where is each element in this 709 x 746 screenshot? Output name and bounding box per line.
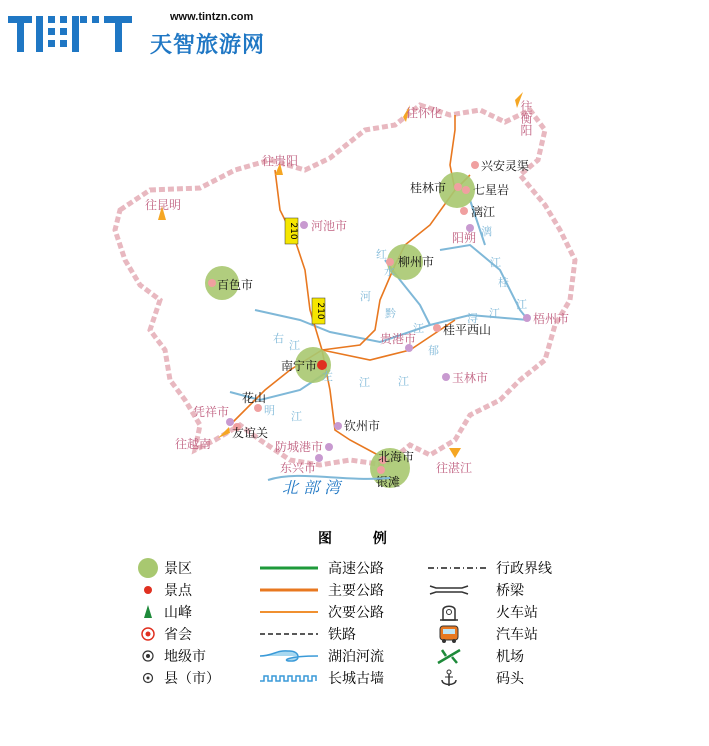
river-char-13: 漓	[481, 225, 492, 238]
map-legend	[130, 556, 600, 706]
sight-youyiguan: 友谊关	[232, 426, 269, 440]
river-char-0: 红	[376, 248, 387, 261]
legend-bridge	[426, 580, 524, 600]
peak-icon	[130, 602, 194, 622]
lake-river-icon	[258, 646, 322, 666]
city-guilin: 桂林市	[410, 181, 447, 195]
city-yulin: 玉林市	[452, 371, 489, 385]
legend-label: 地级市	[164, 649, 206, 665]
legend-secondary-road	[258, 602, 384, 622]
river-char-11: 右	[273, 332, 284, 345]
county-city-icon	[130, 668, 194, 688]
legend-label: 机场	[496, 649, 524, 665]
legend-title: 图 例	[318, 531, 405, 547]
sea-label	[268, 476, 390, 497]
dir-guiyang: 往贵阳	[262, 154, 299, 168]
legend-expressway	[258, 558, 384, 578]
railway-icon	[258, 624, 322, 644]
river-char-6: 江	[398, 375, 409, 388]
legend-label: 汽车站	[496, 627, 538, 643]
site-name[interactable]: 天智旅游网	[150, 33, 266, 58]
scenic-spot-icon	[130, 580, 194, 600]
legend-county	[130, 668, 220, 688]
legend-label: 码头	[496, 671, 524, 687]
river-char-10: 江	[359, 376, 370, 389]
legend-railway	[258, 624, 356, 644]
river-char-5: 郁	[428, 344, 439, 357]
river-char-2: 河	[360, 290, 371, 303]
river-char-1: 水	[384, 265, 395, 278]
legend-airport	[426, 646, 524, 666]
legend-scenic-area	[130, 558, 192, 578]
city-pingxiang: 凭祥市	[193, 405, 230, 419]
capital-icon	[130, 624, 194, 644]
dir-vietnam: 往越南	[175, 437, 212, 451]
city-guigang: 贵港市	[380, 332, 417, 346]
legend-label: 火车站	[496, 605, 538, 621]
legend-lake-river	[258, 646, 384, 666]
sight-lijiang: 漓江	[471, 205, 496, 219]
site-url[interactable]: www.tintzn.com	[170, 11, 254, 23]
route-shield-upper	[285, 218, 298, 244]
river-char-14: 江	[490, 256, 501, 269]
scenic-area-icon	[130, 558, 194, 578]
train-station-icon	[426, 602, 490, 622]
admin-boundary-icon	[426, 558, 490, 578]
sight-guiping-xishan: 桂平西山	[443, 323, 492, 337]
river-char-9: 左	[322, 370, 333, 383]
river-char-4: 江	[413, 322, 424, 335]
river-char-3: 黔	[385, 307, 396, 320]
legend-label: 景区	[164, 561, 192, 577]
airport-icon	[426, 646, 490, 666]
legend-capital	[130, 624, 192, 644]
legend-label: 县（市）	[164, 671, 220, 687]
river-char-15: 桂	[498, 276, 509, 289]
city-beihai: 北海市	[378, 450, 415, 464]
prefecture-city-icon	[130, 646, 194, 666]
river-char-16: 江	[516, 298, 527, 311]
river-char-8: 江	[291, 410, 302, 423]
main-road-icon	[258, 580, 322, 600]
legend-label: 主要公路	[328, 583, 384, 599]
bridge-icon	[426, 580, 490, 600]
great-wall-icon	[258, 668, 322, 688]
city-liuzhou: 柳州市	[398, 255, 435, 269]
river-char-17: 浔	[467, 312, 478, 325]
legend-admin-boundary	[426, 558, 552, 578]
site-header	[0, 0, 709, 70]
legend-label: 桥梁	[496, 583, 524, 599]
sight-xingan-lingqu: 兴安灵渠	[481, 159, 530, 173]
map-canvas	[0, 70, 709, 530]
expressway-icon	[258, 558, 322, 578]
sight-huashan: 花山	[242, 391, 267, 405]
city-hechi: 河池市	[311, 219, 348, 233]
sight-yintan: 银滩	[376, 475, 401, 489]
legend-label: 次要公路	[328, 605, 384, 621]
legend-label: 高速公路	[328, 561, 384, 577]
legend-train-station	[426, 602, 538, 622]
city-nanning: 南宁市	[281, 359, 318, 373]
river-char-12: 江	[289, 339, 300, 352]
route-shield-lower	[312, 298, 325, 324]
legend-label: 行政界线	[496, 561, 552, 577]
sight-qixingyan: 七星岩	[473, 183, 510, 197]
legend-pier	[426, 668, 524, 688]
brand-logo-icon[interactable]	[8, 14, 136, 56]
legend-label: 省会	[164, 627, 192, 643]
legend-scenic-spot	[130, 580, 192, 600]
bus-station-icon	[426, 624, 490, 644]
legend-prefecture	[130, 646, 206, 666]
secondary-road-icon	[258, 602, 322, 622]
sea-text: 北 部 湾	[282, 478, 341, 497]
city-fangchenggang: 防城港市	[275, 440, 324, 454]
dir-zhanjiang: 往湛江	[436, 461, 473, 475]
legend-label: 铁路	[328, 627, 356, 643]
legend-great-wall	[258, 668, 384, 688]
pier-icon	[426, 668, 490, 688]
legend-label: 景点	[164, 583, 192, 599]
legend-peak	[130, 602, 192, 622]
city-yangshuo: 阳朔	[452, 231, 477, 245]
legend-label: 湖泊河流	[328, 649, 384, 665]
dir-kunming: 往昆明	[145, 198, 182, 212]
legend-label: 山峰	[164, 605, 192, 621]
dir-hengyang: 往衡阳	[519, 100, 533, 136]
river-char-7: 明	[264, 404, 275, 417]
route-label-upper: 210	[288, 222, 298, 240]
city-dongxing: 东兴市	[280, 461, 317, 475]
city-qinzhou: 钦州市	[344, 419, 381, 433]
river-char-18: 江	[489, 307, 500, 320]
legend-bus-station	[426, 624, 538, 644]
city-baise: 百色市	[217, 278, 254, 292]
legend-main-road	[258, 580, 384, 600]
guangxi-tourism-map	[0, 70, 709, 530]
route-label-lower: 210	[315, 302, 325, 320]
dir-huaihua: 往怀化	[406, 106, 443, 120]
legend-label: 长城古墙	[328, 671, 384, 687]
city-wuzhou: 梧州市	[533, 312, 570, 326]
